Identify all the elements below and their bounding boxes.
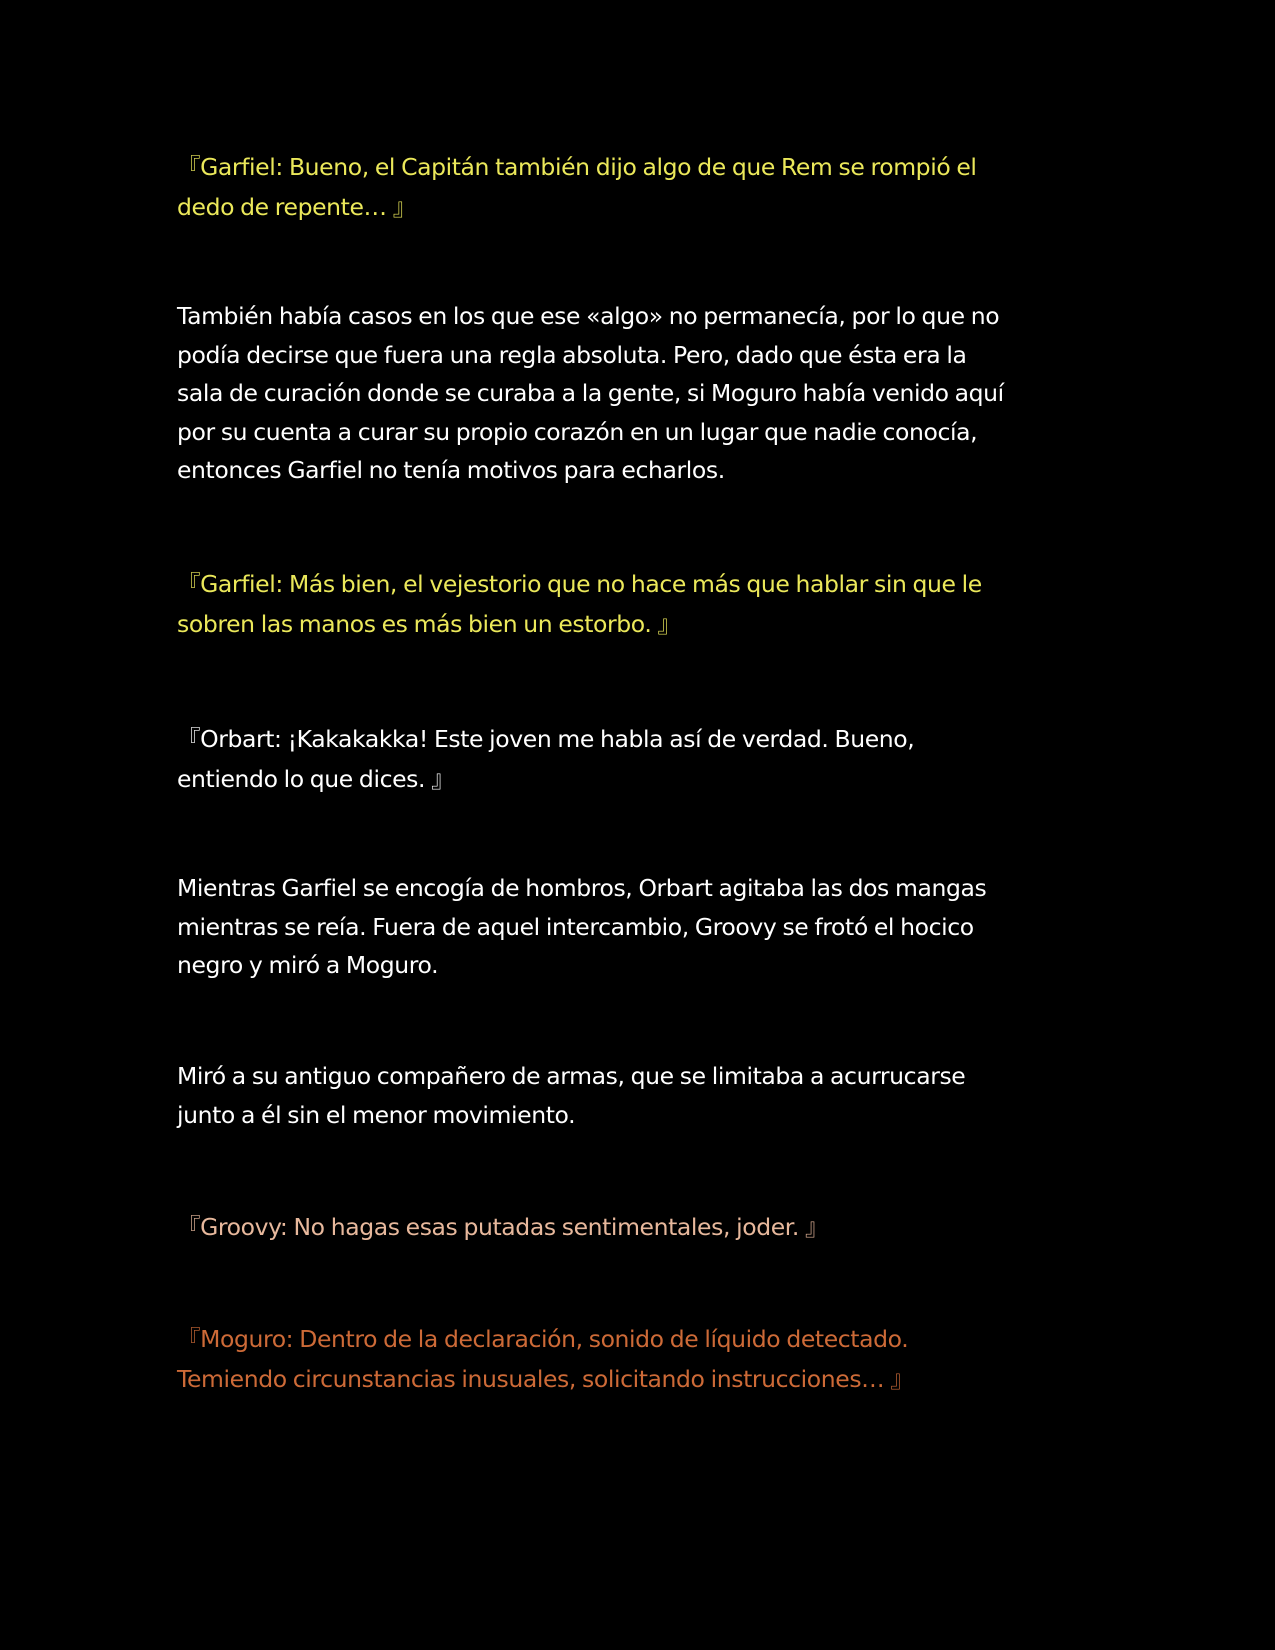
text-line: mientras se reía. Fuera de aquel intercambio, Groovy se frotó el hocico bbox=[177, 912, 974, 941]
dialogue-orbart bbox=[177, 719, 1097, 799]
text-line: podía decirse que fuera una regla absoluta. Pero, dado que ésta era la bbox=[177, 340, 967, 369]
dialogue-garfiel-1 bbox=[177, 147, 1097, 227]
dialogue-moguro bbox=[177, 1319, 1097, 1399]
text-line: negro y miró a Moguro. bbox=[177, 951, 439, 979]
text-line: También había casos en los que ese «algo» no permanecía, por lo que no bbox=[177, 302, 1000, 330]
narration-paragraph-1 bbox=[177, 297, 1097, 490]
text-line: Mientras Garfiel se encogía de hombros, Orbart agitaba las dos mangas bbox=[177, 874, 987, 902]
text-line: sobren las manos es más bien un estorbo. 』 bbox=[177, 610, 681, 638]
text-line: entonces Garfiel no tenía motivos para echarlos. bbox=[177, 456, 725, 484]
text-line: dedo de repente… 』 bbox=[177, 193, 416, 221]
text-line: Miró a su antiguo compañero de armas, que se limitaba a acurrucarse bbox=[177, 1062, 966, 1090]
text-line: 『Groovy: No hagas esas putadas sentimentales, joder. 』 bbox=[177, 1213, 829, 1241]
dialogue-garfiel-2 bbox=[177, 564, 1097, 644]
text-line: sala de curación donde se curaba a la gente, si Moguro había venido aquí bbox=[177, 379, 1004, 407]
text-line: por su cuenta a curar su propio corazón en un lugar que nadie conocía, bbox=[177, 417, 978, 446]
text-line: entiendo lo que dices. 』 bbox=[177, 765, 455, 793]
narration-paragraph-2 bbox=[177, 869, 1097, 985]
dialogue-groovy bbox=[177, 1207, 1097, 1247]
text-line: 『Orbart: ¡Kakakakka! Este joven me habla así de verdad. Bueno, bbox=[177, 725, 915, 753]
text-line: junto a él sin el menor movimiento. bbox=[177, 1100, 576, 1129]
text-line: 『Garfiel: Más bien, el vejestorio que no hace más que hablar sin que le bbox=[177, 570, 982, 598]
document-page bbox=[177, 0, 1097, 1650]
narration-paragraph-3 bbox=[177, 1057, 1097, 1134]
text-line: 『Moguro: Dentro de la declaración, sonido de líquido detectado. bbox=[177, 1325, 909, 1353]
text-line: 『Garfiel: Bueno, el Capitán también dijo algo de que Rem se rompió el bbox=[177, 153, 977, 181]
text-line: Temiendo circunstancias inusuales, solicitando instrucciones… 』 bbox=[177, 1365, 914, 1393]
